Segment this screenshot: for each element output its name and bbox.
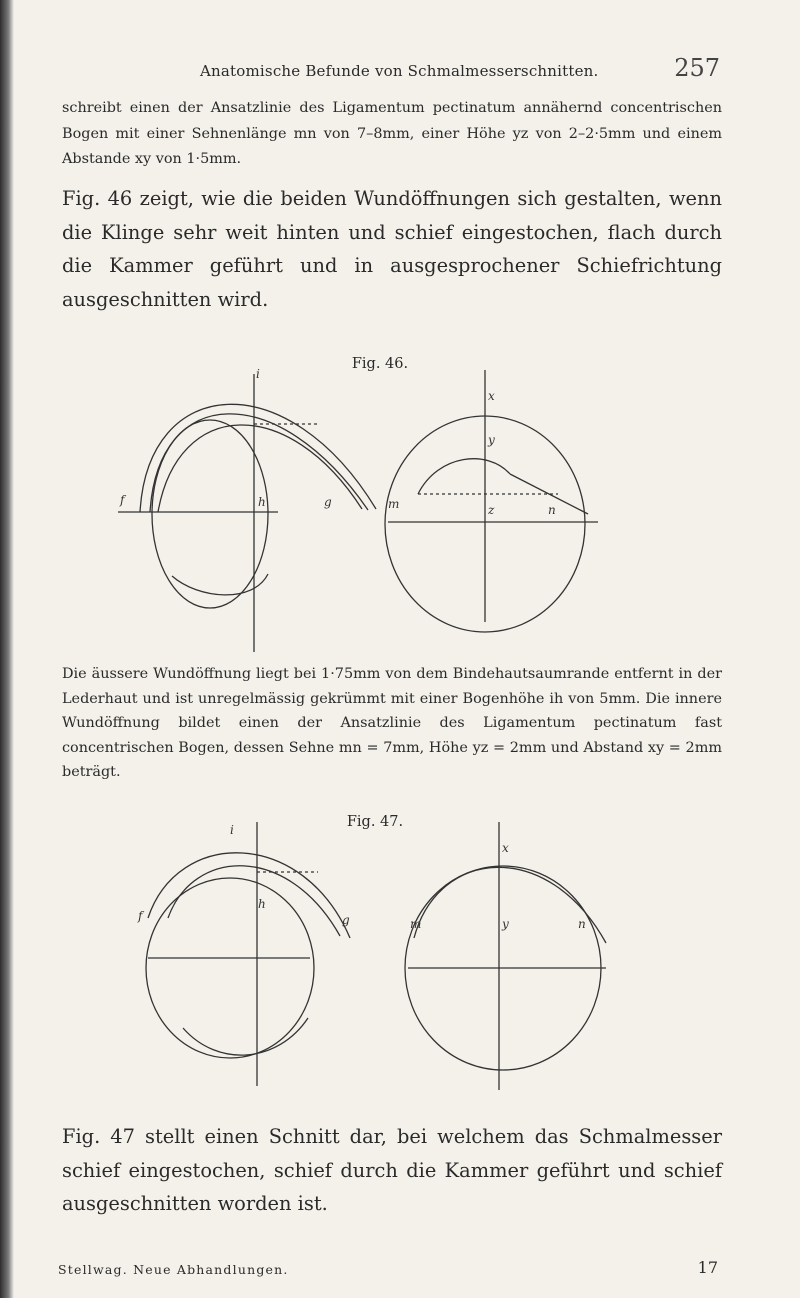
fig47-label-y: y (502, 917, 509, 931)
fig46-label-n: n (548, 503, 556, 517)
figure-46 (118, 364, 618, 658)
paragraph-2: Fig. 46 zeigt, wie die beiden Wundöffnungen sich gestalten, wenn die Klinge sehr weit hinten und schief eingestochen, flach durch die Kammer geführt und in ausgesprochener Schiefrichtung ausgeschnitten wird. (62, 187, 722, 311)
fig47-label-i: i (230, 823, 234, 837)
figure-47-caption: Fig. 47. (346, 814, 404, 830)
fig47-label-f: f (138, 909, 143, 923)
fig46-label-m: m (388, 497, 400, 511)
fig46-label-z: z (488, 503, 495, 517)
running-title: Anatomische Befunde von Schmalmesserschnitten. (200, 62, 599, 80)
fig47-right-inner-wound-arc (414, 867, 606, 943)
page-header (200, 54, 720, 84)
fig46-label-y: y (488, 433, 495, 447)
fig47-label-x: x (502, 841, 509, 855)
fig46-label-i: i (256, 367, 260, 381)
figure-46-drawing (118, 364, 618, 654)
fig46-label-f: f (120, 493, 125, 507)
paragraph-3: Die äussere Wundöffnung liegt bei 1·75mm von dem Bindehautsaumrande entfernt in der Lederhaut und ist unregelmässig gekrümmt mit einer Bogenhöhe ih von 5mm. Die innere Wundöffnung bildet einen der Ansatzlinie des Ligamentum pectinatum fast concentrischen Bogen, dessen Sehne mn = 7mm, Höhe yz = 2mm und Abstand xy = 2mm beträgt. (62, 666, 722, 780)
footer-journal-title: Stellwag. Neue Abhandlungen. (58, 1262, 289, 1277)
fig46-right-inner-wound-arc (418, 459, 510, 494)
figure-47 (118, 818, 618, 1102)
page-footer (58, 1258, 718, 1277)
fig46-label-g: g (324, 495, 332, 509)
fig47-label-h: h (258, 897, 266, 911)
fig46-label-x: x (488, 389, 495, 403)
fig47-left-limbus-ellipse (146, 878, 314, 1058)
footer-signature-mark: 17 (697, 1258, 718, 1277)
fig47-left-outer-wound-arc (148, 853, 350, 938)
figure-47-drawing (118, 818, 618, 1098)
fig47-label-m: m (410, 917, 422, 931)
fig47-left-inner-arc (168, 866, 340, 936)
paragraph-4: Fig. 47 stellt einen Schnitt dar, bei welchem das Schmalmesser schief eingestochen, schief durch die Kammer geführt und schief ausgeschnitten worden ist. (62, 1125, 722, 1215)
fig46-label-h: h (258, 495, 266, 509)
fig47-left-lower-arc (183, 1018, 308, 1055)
fig46-left-limbus-ellipse (152, 420, 268, 608)
fig47-label-n: n (578, 917, 586, 931)
page-number: 257 (674, 54, 720, 82)
figure-46-caption: Fig. 46. (351, 356, 409, 372)
paragraph-1: schreibt einen der Ansatzlinie des Ligamentum pectinatum annähernd concentrischen Bogen mit einer Sehnenlänge mn von 7–8mm, einer Höhe yz von 2–2·5mm und einem Abstande xy von 1·5mm. (62, 100, 722, 167)
fig47-label-g: g (342, 913, 350, 927)
